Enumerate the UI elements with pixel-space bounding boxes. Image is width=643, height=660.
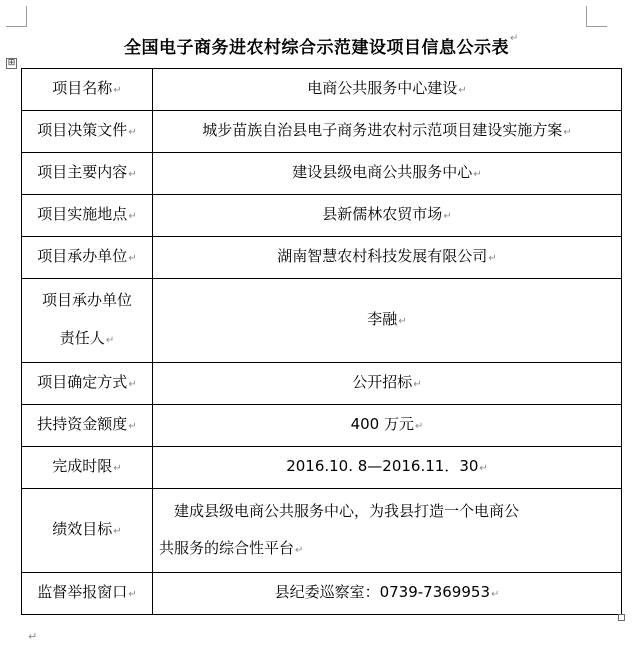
table-row [22,489,622,573]
row-label-cell: 绩效目标↵ [22,489,153,573]
table-row [22,573,622,615]
row-value-cell: 湖南智慧农村科技发展有限公司↵ [153,237,622,279]
table-row [22,447,622,489]
paragraph-mark-icon: ↵ [413,379,422,390]
table-row [22,363,622,405]
paragraph-mark-icon: ↵ [295,544,304,556]
paragraph-mark-icon: ↵ [491,589,500,600]
table-row [22,195,622,237]
paragraph-mark-icon: ↵ [415,421,424,432]
paragraph-mark-icon: ↵ [113,463,122,474]
paragraph-mark-icon: ↵ [113,526,122,537]
table-row [22,111,622,153]
paragraph-mark-icon: ↵ [105,335,115,346]
paragraph-mark-icon: ↵ [473,169,482,180]
row-label-cell: 项目主要内容↵ [22,153,153,195]
row-value-cell: 2016.10. 8—2016.11．30↵ [153,447,622,489]
paragraph-mark-icon: ↵ [488,253,497,264]
paragraph-mark-icon: ↵ [458,85,467,96]
page-corner-mark-right [586,6,607,27]
document-title [0,33,643,58]
row-value-cell: 400 万元↵ [153,405,622,447]
row-value-cell: 县纪委巡察室：0739-7369953↵ [153,573,622,615]
row-label-cell: 项目承办单位 责任人↵ [22,279,153,363]
paragraph-mark-icon: ↵ [563,127,572,138]
row-label-cell: 完成时限↵ [22,447,153,489]
row-value-cell: 建设县级电商公共服务中心↵ [153,153,622,195]
paragraph-mark-icon: ↵ [510,33,519,44]
paragraph-mark-icon: ↵ [479,463,488,474]
table-row [22,153,622,195]
paragraph-mark-icon: ↵ [128,421,137,432]
paragraph-mark-icon: ↵ [113,85,122,96]
row-value-cell: 县新儒林农贸市场↵ [153,195,622,237]
row-label-cell: 项目决策文件↵ [22,111,153,153]
paragraph-mark-icon: ↵ [443,211,452,222]
row-label-cell: 监督举报窗口↵ [22,573,153,615]
paragraph-mark-icon: ↵ [128,379,137,390]
paragraph-mark-icon: ↵ [128,253,137,264]
row-label-cell: 项目实施地点↵ [22,195,153,237]
table-move-handle-icon[interactable]: ⊞ [7,58,16,68]
row-value-cell: 建成县级电商公共服务中心，为我县打造一个电商公 共服务的综合性平台↵ [153,489,622,573]
row-label-cell: 项目确定方式↵ [22,363,153,405]
paragraph-mark-icon: ↵ [128,589,137,600]
row-value-cell: 李融↵ [153,279,622,363]
table-row [22,237,622,279]
paragraph-mark-icon: ↵ [398,316,407,327]
paragraph-mark-icon: ↵ [128,169,137,180]
row-label-cell: 扶持资金额度↵ [22,405,153,447]
page-corner-mark-left [6,6,27,27]
paragraph-mark-icon: ↵ [28,630,38,643]
table-row [22,69,622,111]
row-label-cell: 项目承办单位↵ [22,237,153,279]
row-value-cell: 公开招标↵ [153,363,622,405]
paragraph-mark-icon: ↵ [128,127,137,138]
project-info-table [21,68,622,615]
table-row [22,279,622,363]
table-resize-handle-icon[interactable] [618,614,625,621]
table-row [22,405,622,447]
paragraph-mark-icon: ↵ [128,211,137,222]
row-value-cell: 城步苗族自治县电子商务进农村示范项目建设实施方案↵ [153,111,622,153]
document-title-text: 全国电子商务进农村综合示范建设项目信息公示表 [124,38,510,58]
row-label-cell: 项目名称↵ [22,69,153,111]
row-value-cell: 电商公共服务中心建设↵ [153,69,622,111]
